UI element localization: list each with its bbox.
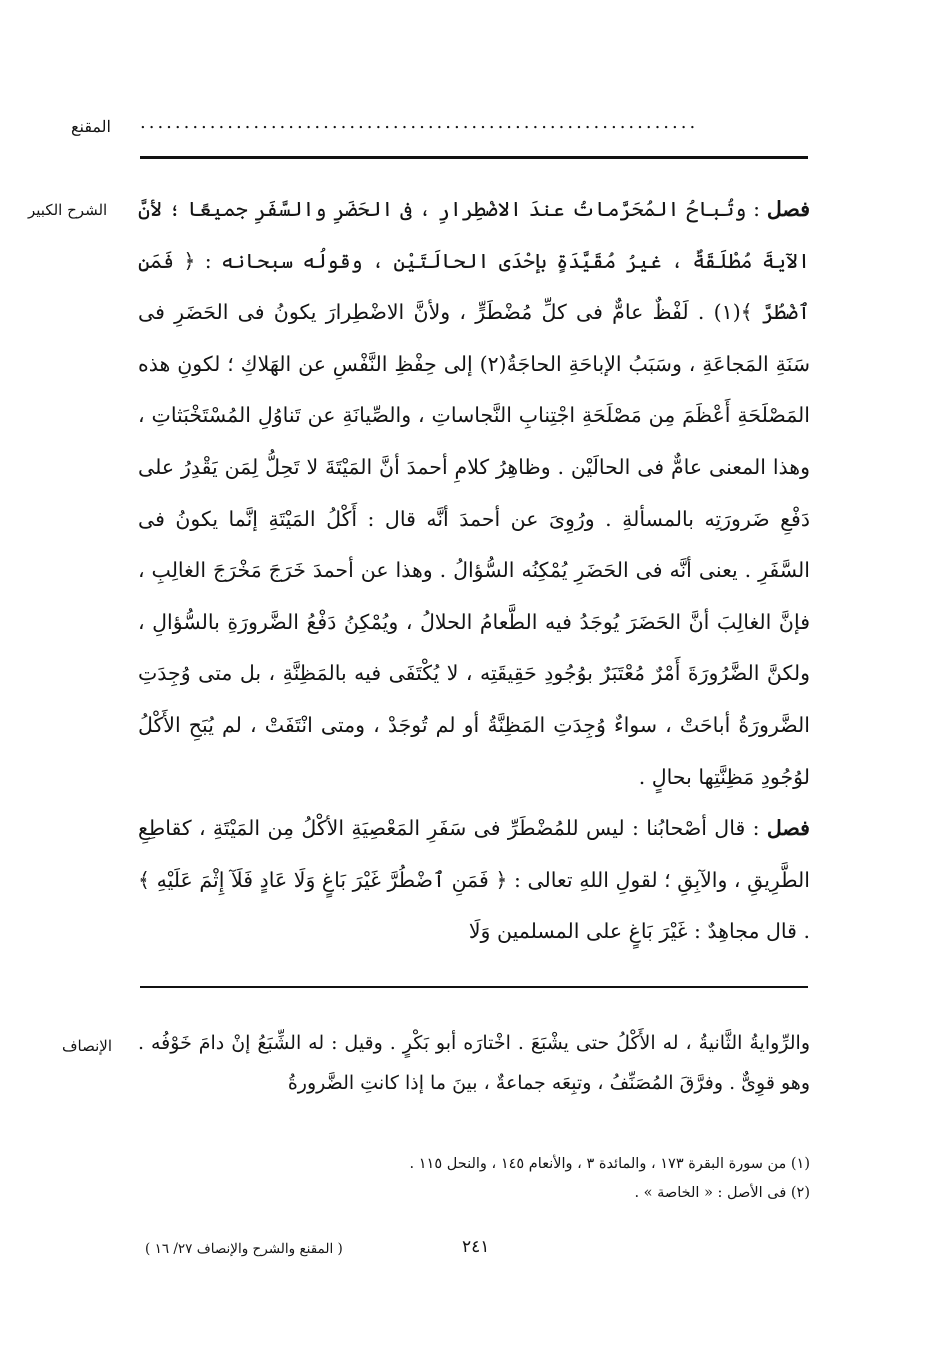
- footnote-1: (١) من سورة البقرة ١٧٣ ، والمائدة ٣ ، والأنعام ١٤٥ ، والنحل ١١٥ .: [409, 1156, 810, 1172]
- section-heading: فصل: [766, 197, 810, 221]
- paragraph-2-text: : قال أصْحابُنا : ليس للمُضْطَرِّ فى سَفَرِ المَعْصِيَةِ الأكْلُ مِن المَيْتَةِ ، كقاطِعِ الطَّرِيقِ ، والآبِقِ ؛ لقولِ اللهِ تعالى : ﴿ فَمَنِ ٱضْطُرَّ غَيْرَ بَاغٍ وَلَا عَادٍ فَلَآ إِثْمَ عَلَيْهِ ﴾ . قال مجاهِدٌ : غَيْرَ بَاغٍ على المسلمين وَلَا: [138, 816, 810, 944]
- section-heading: فصل: [766, 816, 810, 841]
- header-rule: [140, 156, 808, 159]
- running-header-title: المقنع: [70, 117, 111, 136]
- paragraph-1: [138, 184, 810, 803]
- footnote-2: (٢) فى الأصل : « الخاصة » .: [634, 1185, 810, 1201]
- page-number: ٢٤١: [462, 1237, 490, 1257]
- paragraph-2: [138, 803, 810, 958]
- volume-reference: ( المقنع والشرح والإنصاف ٢٧/ ١٦ ): [145, 1241, 343, 1257]
- section-divider: [140, 986, 808, 988]
- insaf-paragraph: والرِّوايةُ الثَّانيةُ ، له الأَكْلُ حتى يشْبَعَ . اخْتارَه أبو بَكْرٍ . وقيل : له الشِّبَعُ إنْ دامَ خَوْفُه . وهو قوِىٌّ . وفرَّقَ المُصَنِّفُ ، وتبِعَه جماعةٌ ، بينَ ما إذا كانتِ الضَّرورةُ: [138, 1032, 810, 1094]
- side-label-sharh: الشرح الكبير: [28, 201, 108, 219]
- header-dotted-leader: ................................................................: [140, 112, 699, 133]
- side-label-insaf: الإنصاف: [62, 1037, 113, 1055]
- paragraph-1-text: : وتُباحُ المُحَرَّماتُ عندَ الاضْطِرارِ ، فى الحَضَرِ والسَّفَرِ جميعًا ؛ لأنَّ الآيةَ مُطْلَقَةٌ ، غيرُ مُقَيَّدَةٍ بإحْدَى الحالَتَيْن ، وقولُه سبحانه : ﴿ فَمَنِ ٱضْطُرَّ ﴾(١) . لَفْظٌ عامٌّ فى كلِّ مُضْطَرٍّ ، ولأنَّ الاضْطِرارَ يكونُ فى الحَضَرِ فى سَنَةِ المَجاعَةِ ، وسَبَبُ الإباحَةِ الحاجَةُ(٢) إلى حِفْظِ النَّفْسِ عن الهَلاكِ ؛ لكونِ هذه المَصْلَحَةِ أَعْظَمَ مِن مَصْلَحَةِ اجْتِنابِ النَّجاساتِ ، والصِّيانَةِ عن تَناوُلِ المُسْتَخْبَثاتِ ، وهذا المعنى عامٌّ فى الحالَيْن . وظاهِرُ كلامِ أحمدَ أنَّ المَيْتَةَ لا تَحِلُّ لِمَن يَقْدِرُ على دَفْعِ ضَرورَتِه بالمسألةِ . ورُوِىَ عن أحمدَ أنَّه قال : أَكْلُ المَيْتَةِ إنَّما يكونُ فى السَّفَرِ . يعنى أنَّه فى الحَضَرِ يُمْكِنُه السُّؤالُ . وهذا عن أحمدَ خَرَجَ مَخْرَجَ الغالِبِ ، فإنَّ الغالِبَ أنَّ الحَضَرَ يُوجَدُ فيه الطَّعامُ الحلالُ ، ويُمْكِنُ دَفْعُ الضَّرورَةِ بالسُّؤالِ ، ولكنَّ الضَّرُورَةَ أَمْرٌ مُعْتَبَرٌ بوُجُودِ حَقِيقَتِه ، لا يُكْتَفَى فيه بالمَظِنَّةِ ، بل متى وُجِدَتِ الضَّرورَةُ أباحَتْ ، سواءٌ وُجِدَتِ المَظِنَّةُ أو لم تُوجَدْ ، ومتى انْتَفَتْ ، لم يُبَحِ الأَكْلُ لوُجُودِ مَظِنَّتِها بحالٍ .: [138, 197, 811, 789]
- footnotes: [300, 1150, 810, 1208]
- main-text: [138, 184, 810, 958]
- insaf-text: [138, 1023, 810, 1103]
